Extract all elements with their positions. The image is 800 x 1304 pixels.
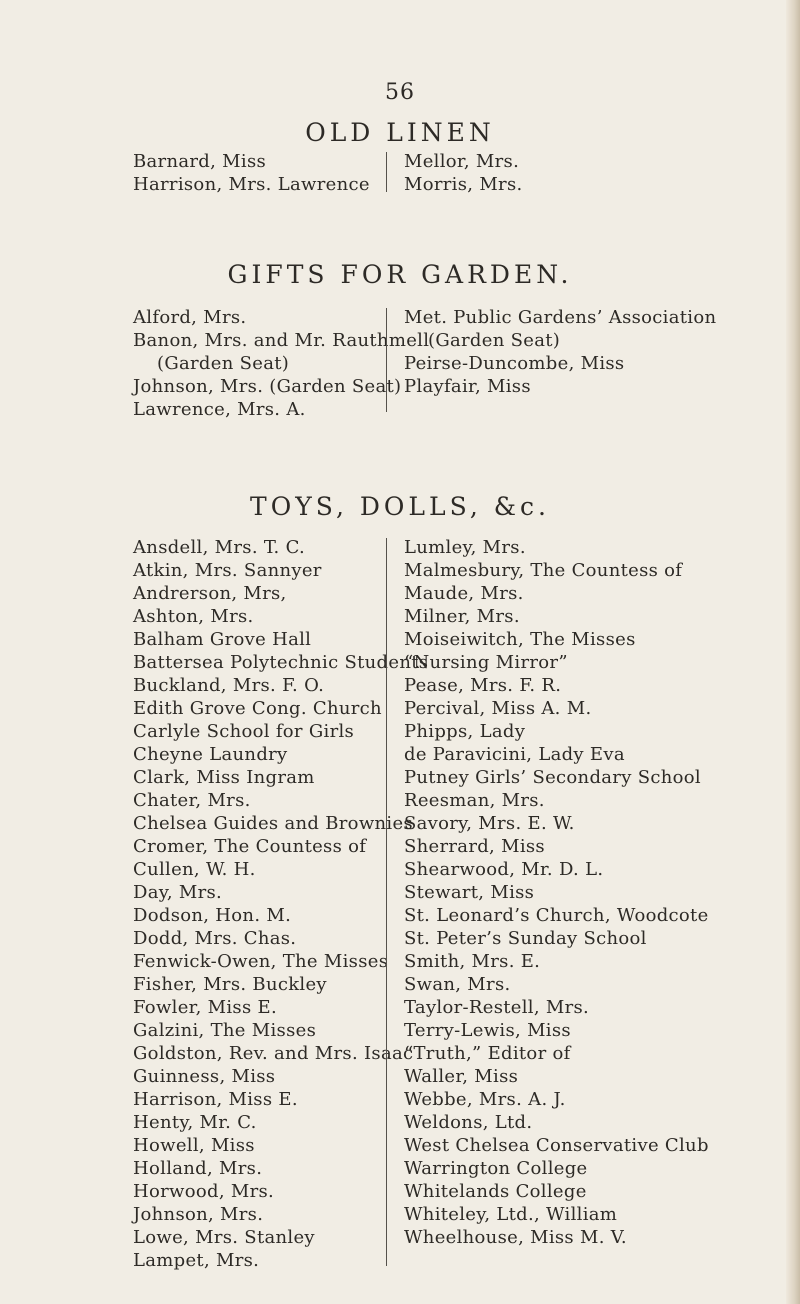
list-item: Balham Grove Hall xyxy=(133,629,312,650)
page-edge xyxy=(786,0,800,1304)
list-item: Barnard, Miss xyxy=(133,151,267,172)
list-item: Lampet, Mrs. xyxy=(133,1250,260,1271)
list-item: Cheyne Laundry xyxy=(133,744,288,765)
list-item: Johnson, Mrs. xyxy=(133,1204,264,1225)
list-item: West Chelsea Conservative Club xyxy=(404,1135,709,1156)
list-item: Carlyle School for Girls xyxy=(133,721,355,742)
list-item: Holland, Mrs. xyxy=(133,1158,263,1179)
list-item: Phipps, Lady xyxy=(404,721,526,742)
list-item: Smith, Mrs. E. xyxy=(404,951,541,972)
list-item: Alford, Mrs. xyxy=(133,307,247,328)
list-item: (Garden Seat) xyxy=(157,353,290,374)
list-item: Ansdell, Mrs. T. C. xyxy=(133,537,306,558)
list-item: Milner, Mrs. xyxy=(404,606,520,627)
list-item: Met. Public Gardens’ Association xyxy=(404,307,717,328)
list-item: Whiteley, Ltd., William xyxy=(404,1204,618,1225)
list-item: Edith Grove Cong. Church xyxy=(133,698,382,719)
toys-left-list xyxy=(133,536,428,1272)
list-item: Day, Mrs. xyxy=(133,882,223,903)
list-item: Fenwick-Owen, The Misses xyxy=(133,951,389,972)
column-divider xyxy=(386,152,387,192)
list-item: Wheelhouse, Miss M. V. xyxy=(404,1227,627,1248)
list-item: Playfair, Miss xyxy=(404,376,531,397)
list-item: Lawrence, Mrs. A. xyxy=(133,399,306,420)
list-item: Swan, Mrs. xyxy=(404,974,511,995)
list-item: Webbe, Mrs. A. J. xyxy=(404,1089,566,1110)
list-item: Fisher, Mrs. Buckley xyxy=(133,974,327,995)
list-item: Whitelands College xyxy=(404,1181,587,1202)
list-item: Weldons, Ltd. xyxy=(404,1112,533,1133)
list-item: Putney Girls’ Secondary School xyxy=(404,767,701,788)
list-item: Moiseiwitch, The Misses xyxy=(404,629,636,650)
list-item: Cullen, W. H. xyxy=(133,859,256,880)
list-item: St. Peter’s Sunday School xyxy=(404,928,647,949)
list-item: Reesman, Mrs. xyxy=(404,790,545,811)
gifts-right-list xyxy=(404,306,716,398)
list-item: Waller, Miss xyxy=(404,1066,519,1087)
list-item: Percival, Miss A. M. xyxy=(404,698,592,719)
list-item: Savory, Mrs. E. W. xyxy=(404,813,575,834)
list-item: Galzini, The Misses xyxy=(133,1020,317,1041)
list-item: Ashton, Mrs. xyxy=(133,606,254,627)
list-item: Banon, Mrs. and Mr. Rauthmell xyxy=(133,330,430,351)
list-item: Harrison, Mrs. Lawrence xyxy=(133,174,370,195)
list-item: Henty, Mr. C. xyxy=(133,1112,257,1133)
old-linen-left-list xyxy=(133,150,370,196)
list-item: “Truth,” Editor of xyxy=(404,1043,571,1064)
list-item: Mellor, Mrs. xyxy=(404,151,520,172)
section-title-toys-dolls: TOYS, DOLLS, &c. xyxy=(250,492,550,521)
list-item: de Paravicini, Lady Eva xyxy=(404,744,625,765)
list-item: Battersea Polytechnic Students xyxy=(133,652,429,673)
list-item: Terry-Lewis, Miss xyxy=(404,1020,571,1041)
list-item: Atkin, Mrs. Sannyer xyxy=(133,560,322,581)
list-item: Andrerson, Mrs, xyxy=(133,583,287,604)
list-item: Stewart, Miss xyxy=(404,882,535,903)
list-item: Morris, Mrs. xyxy=(404,174,523,195)
list-item: Dodd, Mrs. Chas. xyxy=(133,928,297,949)
list-item: Clark, Miss Ingram xyxy=(133,767,315,788)
list-item: Pease, Mrs. F. R. xyxy=(404,675,562,696)
list-item: “Nursing Mirror” xyxy=(404,652,568,673)
list-item: Buckland, Mrs. F. O. xyxy=(133,675,325,696)
list-item: Lumley, Mrs. xyxy=(404,537,526,558)
list-item: Maude, Mrs. xyxy=(404,583,524,604)
column-divider xyxy=(386,308,387,412)
list-item: Johnson, Mrs. (Garden Seat) xyxy=(133,376,402,397)
list-item: Lowe, Mrs. Stanley xyxy=(133,1227,315,1248)
gifts-left-list xyxy=(133,306,429,421)
section-title-gifts-for-garden: GIFTS FOR GARDEN. xyxy=(227,260,573,289)
old-linen-right-list xyxy=(404,150,523,196)
list-item: Harrison, Miss E. xyxy=(133,1089,298,1110)
list-item: Guinness, Miss xyxy=(133,1066,276,1087)
list-item: Cromer, The Countess of xyxy=(133,836,367,857)
list-item: Goldston, Rev. and Mrs. Isaac xyxy=(133,1043,414,1064)
list-item: Chater, Mrs. xyxy=(133,790,251,811)
list-item: St. Leonard’s Church, Woodcote xyxy=(404,905,709,926)
list-item: Shearwood, Mr. D. L. xyxy=(404,859,604,880)
list-item: Howell, Miss xyxy=(133,1135,255,1156)
list-item: Chelsea Guides and Brownies xyxy=(133,813,413,834)
list-item: Dodson, Hon. M. xyxy=(133,905,292,926)
list-item: Taylor-Restell, Mrs. xyxy=(404,997,590,1018)
toys-right-list xyxy=(404,536,709,1249)
list-item: Fowler, Miss E. xyxy=(133,997,277,1018)
page-number: 56 xyxy=(385,80,415,105)
list-item: Sherrard, Miss xyxy=(404,836,545,857)
column-divider xyxy=(386,538,387,1266)
section-title-old-linen: OLD LINEN xyxy=(305,118,495,147)
list-item: Warrington College xyxy=(404,1158,588,1179)
list-item: Horwood, Mrs. xyxy=(133,1181,275,1202)
list-item: Malmesbury, The Countess of xyxy=(404,560,683,581)
list-item: Peirse-Duncombe, Miss xyxy=(404,353,625,374)
list-item: (Garden Seat) xyxy=(428,330,561,351)
